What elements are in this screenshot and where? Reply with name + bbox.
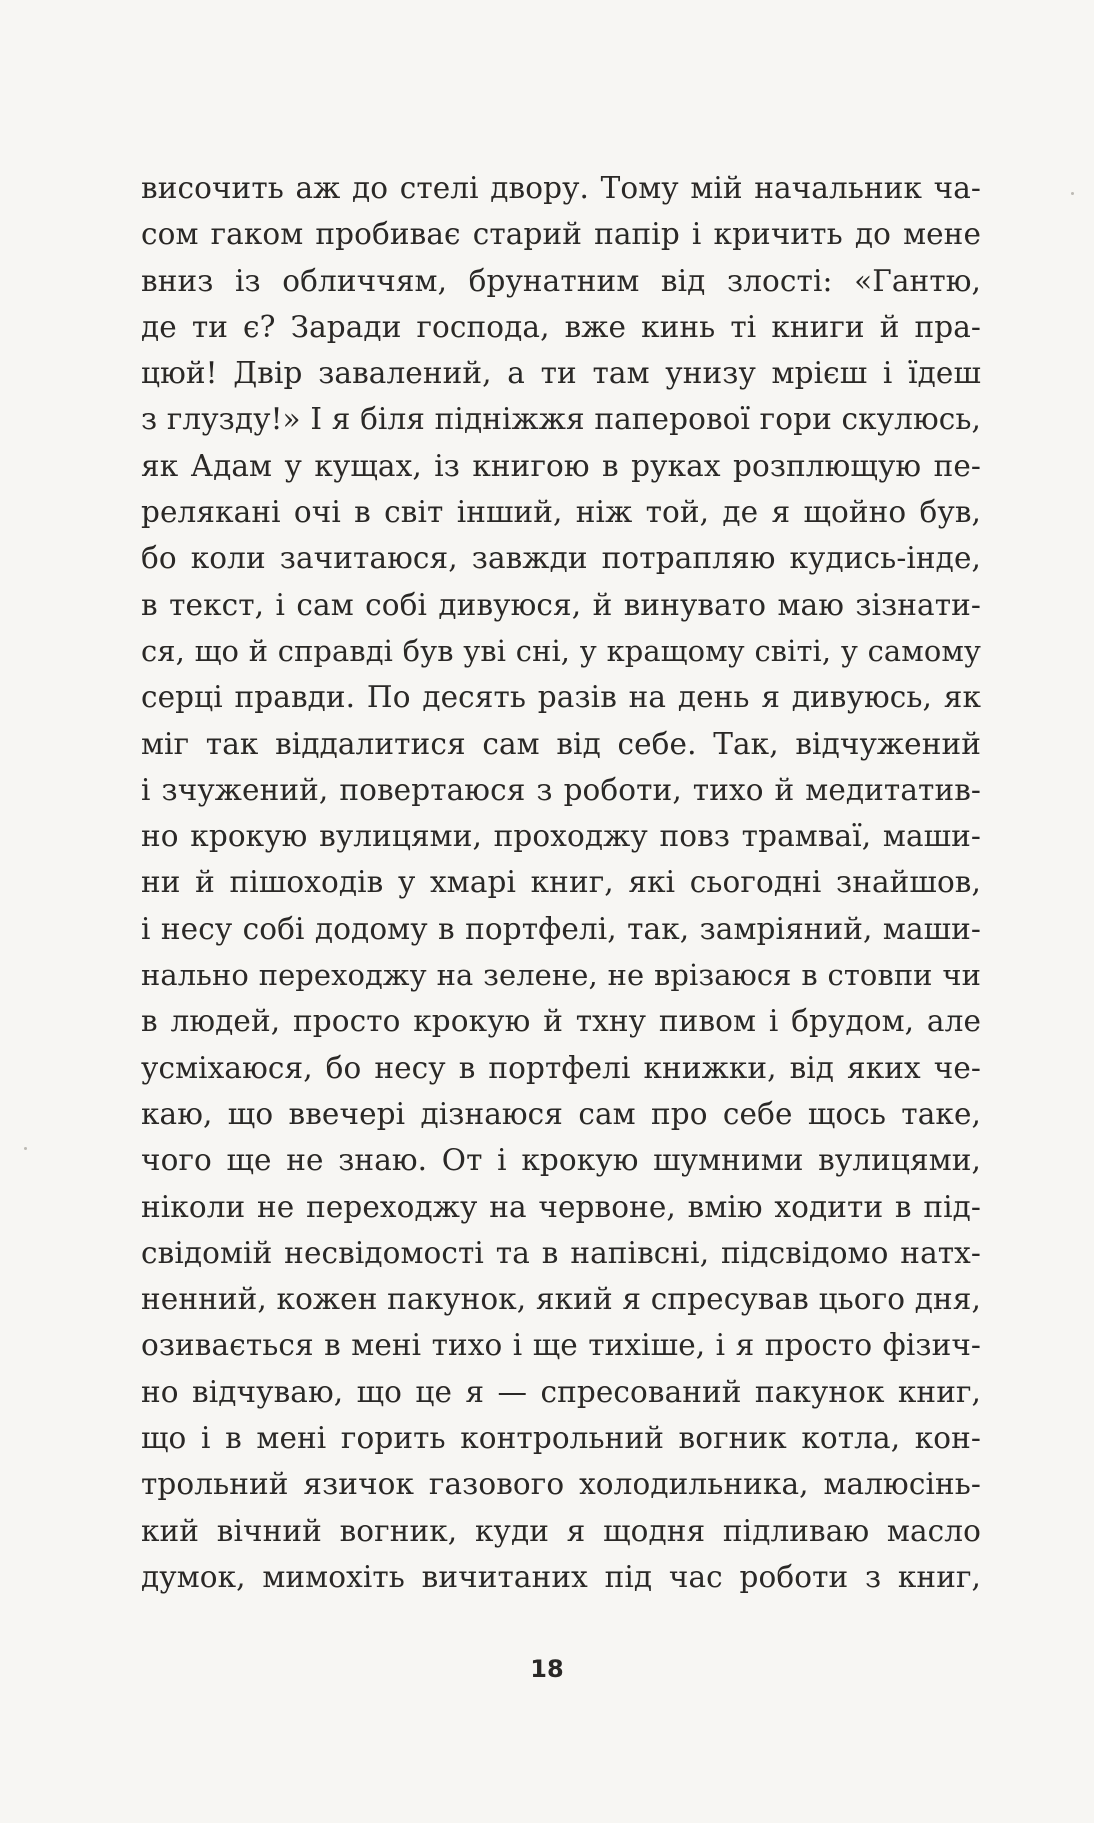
text-line: ни й пішоходів у хмарі книг, які сьогодні знайшов,: [141, 865, 981, 900]
text-line: каю, що ввечері дізнаюся сам про себе щось таке,: [141, 1096, 981, 1131]
text-line: усміхаюся, бо несу в портфелі книжки, від яких че-: [141, 1050, 981, 1085]
text-line: бо коли зачитаюся, завжди потрапляю кудись-інде,: [141, 541, 981, 576]
text-line: вниз із обличчям, брунатним від злості: «Гантю,: [141, 263, 981, 298]
text-line: як Адам у кущах, із книгою в руках розплющую пе-: [141, 448, 981, 483]
text-line: но крокую вулицями, проходжу повз трамваї, маши-: [141, 819, 981, 854]
text-line: озивається в мені тихо і ще тихіше, і я просто фізич-: [141, 1328, 981, 1363]
text-line: нально переходжу на зелене, не врізаюся в стовпи чи: [141, 958, 981, 993]
text-line: в людей, просто крокую й тхну пивом і брудом, але: [141, 1004, 981, 1039]
text-line: сом гаком пробиває старий папір і кричить до мене: [141, 217, 981, 252]
text-line: свідомій несвідомості та в напівсні, підсвідомо натх-: [141, 1235, 981, 1270]
text-line: і несу собі додому в портфелі, так, замріяний, маши-: [141, 911, 981, 946]
text-line: трольний язичок газового холодильника, малюсінь-: [141, 1467, 981, 1502]
text-line: но відчуваю, що це я — спресований пакунок книг,: [141, 1374, 981, 1409]
text-line: в текст, і сам собі дивуюся, й винувато маю зізнати-: [141, 587, 981, 622]
text-line: з глузду!» І я біля підніжжя паперової гори скулюсь,: [141, 402, 981, 437]
text-line: і зчужений, повертаюся з роботи, тихо й медитатив-: [141, 772, 981, 807]
paper-speck: [1071, 192, 1074, 195]
body-text: [141, 165, 981, 1600]
text-line: кий вічний вогник, куди я щодня підливаю масло: [141, 1513, 981, 1548]
text-line: ніколи не переходжу на червоне, вмію ходити в під-: [141, 1189, 981, 1224]
text-line: цюй! Двір завалений, а ти там унизу мрієш і їдеш: [141, 356, 981, 391]
text-line: ся, що й справді був уві сні, у кращому світі, у самому: [141, 633, 981, 668]
text-line: височить аж до стелі двору. Тому мій начальник ча-: [141, 171, 981, 205]
text-line: ненний, кожен пакунок, який я спресував цього дня,: [141, 1282, 981, 1317]
text-line: думок, мимохіть вичитаних під час роботи з книг,: [141, 1559, 981, 1594]
text-line: чого ще не знаю. От і крокую шумними вулицями,: [141, 1143, 981, 1178]
text-line: що і в мені горить контрольний вогник котла, кон-: [141, 1421, 981, 1456]
paper-speck: [24, 1147, 27, 1150]
page-number: 18: [530, 1655, 564, 1683]
text-line: серці правди. По десять разів на день я дивуюсь, як: [141, 680, 981, 715]
text-line: релякані очі в світ інший, ніж той, де я щойно був,: [141, 495, 981, 530]
text-line: міг так віддалитися сам від себе. Так, відчужений: [141, 726, 981, 761]
text-line: де ти є? Заради господа, вже кинь ті книги й пра-: [141, 309, 981, 344]
